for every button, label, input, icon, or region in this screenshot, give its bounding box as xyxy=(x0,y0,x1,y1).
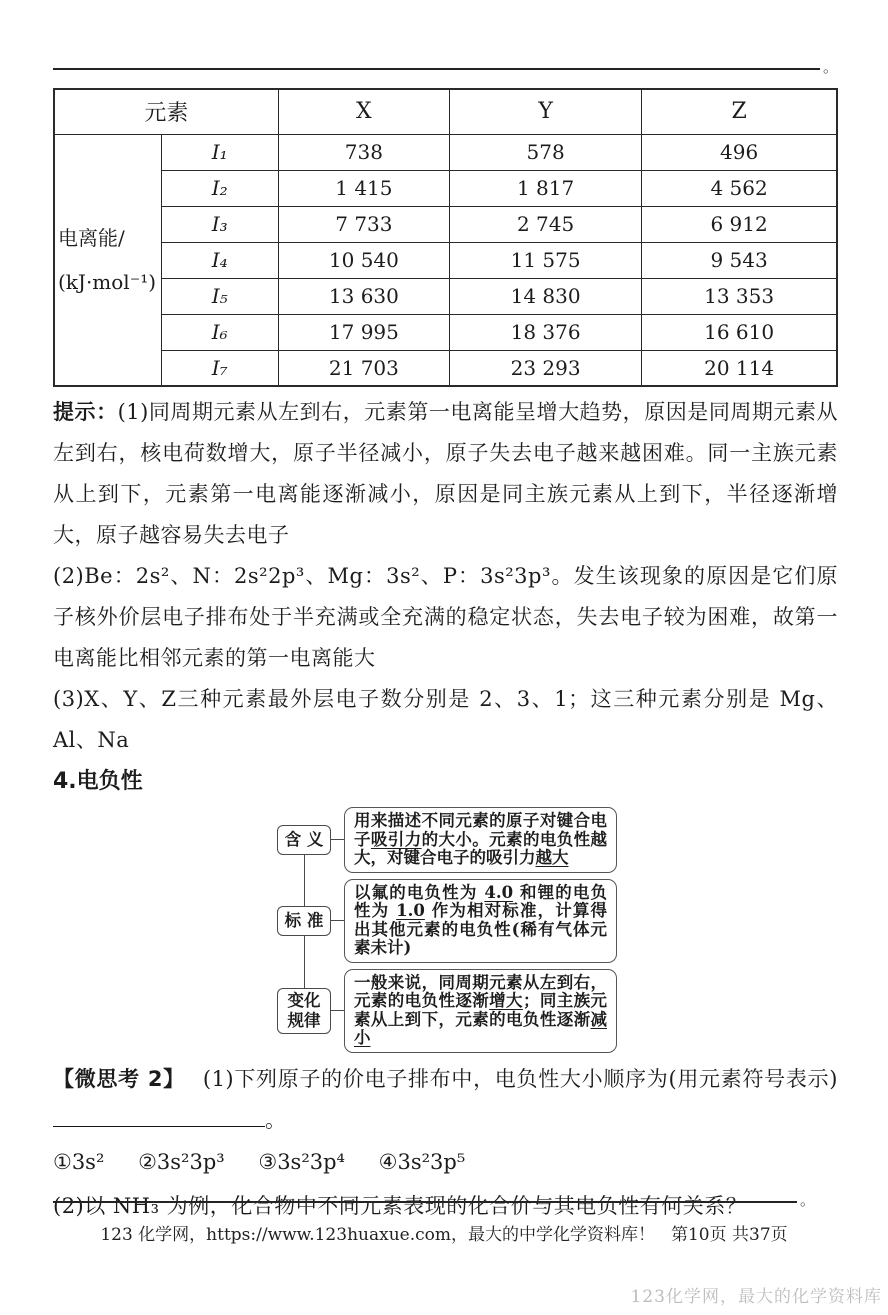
hint-label: 提示： xyxy=(53,400,118,424)
diagram-text-underlined: 4.0 xyxy=(484,882,514,902)
table-row xyxy=(54,350,837,386)
diagram-text-underlined: 1.0 xyxy=(396,901,425,920)
page-footer xyxy=(0,1220,888,1245)
top-rule xyxy=(53,60,838,75)
diagram-connector xyxy=(331,839,344,840)
cell-x: 738 xyxy=(278,134,449,170)
header-x: X xyxy=(278,89,449,134)
watermark-text: 123化学网，最大的化学资料库 xyxy=(630,1287,882,1307)
top-rule-line xyxy=(53,68,820,70)
option-2: ②3s²3p³ xyxy=(138,1149,225,1174)
diagram-box-trend xyxy=(344,969,617,1053)
cell-z: 9 543 xyxy=(642,242,837,278)
cell-x: 13 630 xyxy=(278,278,449,314)
header-element: 元素 xyxy=(54,89,278,134)
cell-z: 20 114 xyxy=(642,350,837,386)
bottom-rule xyxy=(53,1193,815,1208)
row-label: I₄ xyxy=(161,242,278,278)
table-header-row xyxy=(54,89,837,134)
option-3: ③3s²3p⁴ xyxy=(258,1149,345,1174)
cell-y: 11 575 xyxy=(449,242,641,278)
cell-y: 1 817 xyxy=(449,170,641,206)
row-label: I₆ xyxy=(161,314,278,350)
section-heading: 4.电负性 xyxy=(53,769,143,794)
diagram-label-standard: 标 准 xyxy=(277,906,331,936)
micro-think-q2: (2)以 NH₃ 为例，化合物中不同元素表现的化合价与其电负性有何关系？ xyxy=(53,1193,748,1218)
cell-x: 1 415 xyxy=(278,170,449,206)
option-4: ④3s²3p⁵ xyxy=(378,1149,466,1174)
diagram-text-underlined: 越大 xyxy=(535,848,569,867)
diagram-row-meaning xyxy=(277,807,617,873)
table-row xyxy=(54,134,837,170)
micro-think-label: 【微思考 2】 xyxy=(53,1066,185,1091)
hint-text: (1)同周期元素从左到右，元素第一电离能呈增大趋势，原因是同周期元素从左到右，核电荷数增大，原子半径减小，原子失去电子越来越困难。同一主族元素从上到下，元素第一电离能逐渐减小，原因是同主族元素从上到下，半径逐渐增大，原子越容易失去电子 xyxy=(53,400,838,547)
cell-y: 23 293 xyxy=(449,350,641,386)
cell-z: 4 562 xyxy=(642,170,837,206)
diagram-text-underlined: 减小 xyxy=(354,1009,607,1047)
diagram-text: 和锂的电负性为 xyxy=(354,882,607,920)
diagram-text-underlined: 增大 xyxy=(489,991,523,1010)
diagram-box-meaning xyxy=(344,807,617,873)
diagram-connector xyxy=(331,1010,344,1011)
answer-blank xyxy=(53,1113,265,1127)
diagram-text: 的大小。元素的电负性越大，对键合电子的吸引力 xyxy=(354,829,608,867)
diagram-text: ；同主族元素从上到下，元素的电负性逐渐 xyxy=(354,991,608,1029)
paragraph-2: (2)Be：2s²、N：2s²2p³、Mg：3s²、P：3s²3p³。发生该现象的原因是它们原子核外价层电子排布处于半充满或全充满的稳定状态，失去电子较为困难，故第一电离能比相邻元素的第一电离能大 xyxy=(53,564,838,670)
bottom-rule-line xyxy=(53,1201,797,1203)
top-rule-period: 。 xyxy=(822,58,838,76)
diagram-text: 以氟的电负性为 xyxy=(354,882,485,902)
table-row xyxy=(54,314,837,350)
cell-x: 7 733 xyxy=(278,206,449,242)
row-label: I₅ xyxy=(161,278,278,314)
cell-x: 21 703 xyxy=(278,350,449,386)
cell-y: 18 376 xyxy=(449,314,641,350)
diagram-box-standard xyxy=(344,879,617,963)
table-row xyxy=(54,242,837,278)
diagram-text: 作为相对标准，计算得出其他元素的电负性(稀有气体元素未计) xyxy=(354,901,607,957)
table-row xyxy=(54,170,837,206)
diagram-label-meaning: 含 义 xyxy=(277,825,331,855)
group-label-line2: (kJ·mol⁻¹) xyxy=(58,269,157,294)
cell-z: 496 xyxy=(642,134,837,170)
cell-y: 14 830 xyxy=(449,278,641,314)
diagram-label-trend: 变化 规律 xyxy=(277,988,331,1034)
paragraph-3: (3)X、Y、Z三种元素最外层电子数分别是 2、3、1；这三种元素分别是 Mg、Al、Na xyxy=(53,687,838,752)
cell-y: 578 xyxy=(449,134,641,170)
diagram-connector xyxy=(331,920,344,921)
ionization-energy-table xyxy=(53,88,838,387)
header-z: Z xyxy=(642,89,837,134)
group-label-cell xyxy=(54,134,161,386)
table-row xyxy=(54,278,837,314)
diagram-text: 一般来说，同周期元素从左到右，元素的电负性逐渐 xyxy=(354,972,607,1010)
micro-think-q1: (1)下列原子的价电子排布中，电负性大小顺序为(用元素符号表示) xyxy=(202,1066,838,1091)
diagram-text-underlined: 吸引力 xyxy=(370,829,422,849)
diagram-row-trend xyxy=(277,969,617,1053)
row-label: I₃ xyxy=(161,206,278,242)
diagram-text: 用来描述不同元素的原子对键合电子 xyxy=(354,811,607,849)
cell-x: 10 540 xyxy=(278,242,449,278)
group-label-line1: 电离能/ xyxy=(58,225,125,250)
header-y: Y xyxy=(449,89,641,134)
q1-period: 。 xyxy=(265,1107,287,1132)
cell-z: 16 610 xyxy=(642,314,837,350)
cell-x: 17 995 xyxy=(278,314,449,350)
row-label: I₁ xyxy=(161,134,278,170)
diagram-row-standard xyxy=(277,879,617,963)
option-list xyxy=(53,1142,838,1183)
cell-y: 2 745 xyxy=(449,206,641,242)
footer-site-text: 123 化学网，https://www.123huaxue.com，最大的中学化学资料库！ xyxy=(100,1225,655,1245)
electronegativity-diagram xyxy=(277,807,617,1053)
row-label: I₇ xyxy=(161,350,278,386)
micro-think-question xyxy=(53,1059,838,1141)
option-1: ①3s² xyxy=(53,1149,105,1174)
bottom-rule-period: 。 xyxy=(799,1191,815,1209)
cell-z: 13 353 xyxy=(642,278,837,314)
footer-page-number: 第10页 共37页 xyxy=(670,1225,788,1245)
hint-paragraph xyxy=(53,392,838,556)
page-content xyxy=(53,60,838,1227)
cell-z: 6 912 xyxy=(642,206,837,242)
row-label: I₂ xyxy=(161,170,278,206)
table-row xyxy=(54,206,837,242)
